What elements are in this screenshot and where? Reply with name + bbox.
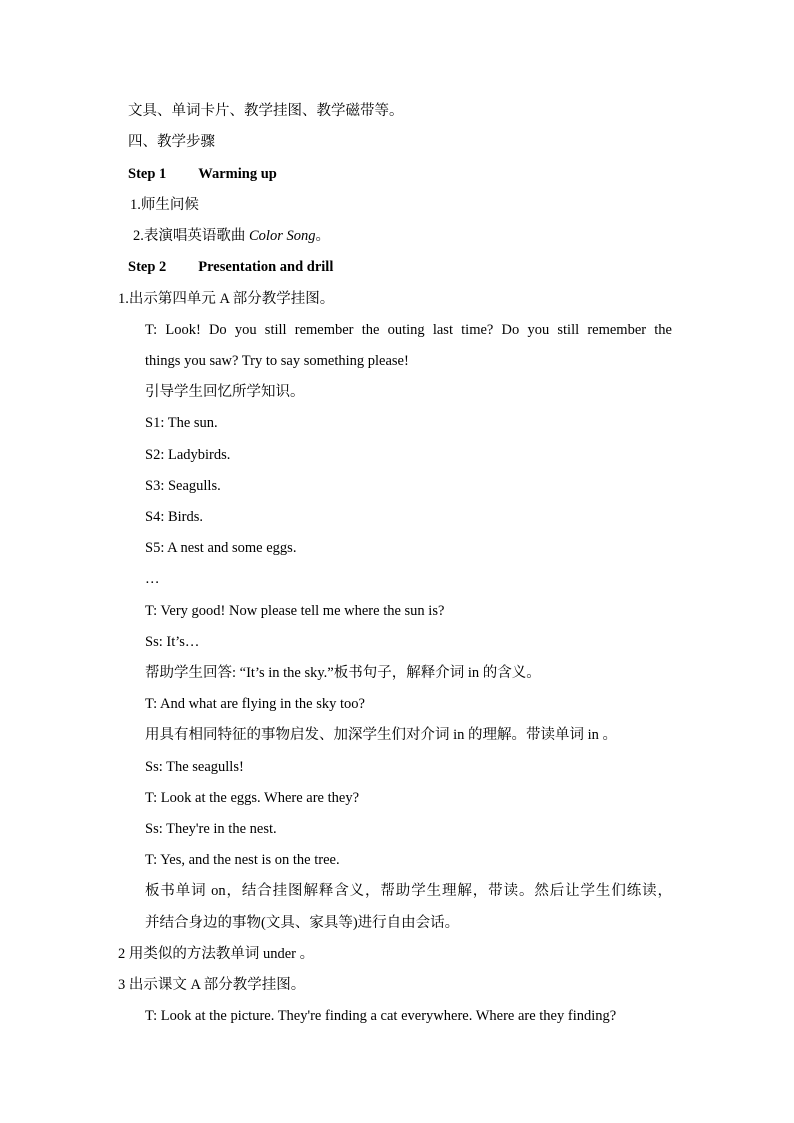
instruction-on-1: 板书单词 on，结合挂图解释含义，帮助学生理解，带读。然后让学生们练读， <box>145 883 672 899</box>
step2-label: Step 2 <box>128 259 167 275</box>
step1-item-2-end: 。 <box>315 228 330 244</box>
dialogue-ss-nest: Ss: They're in the nest. <box>145 821 277 837</box>
instruction-on-2: 并结合身边的事物(文具、家具等)进行自由会话。 <box>145 915 460 931</box>
dialogue-teacher-sun: T: Very good! Now please tell me where the sun is? <box>145 603 445 619</box>
dialogue-s2: S2: Ladybirds. <box>145 447 231 463</box>
dialogue-s4: S4: Birds. <box>145 509 204 525</box>
dialogue-line-2: things you saw? Try to say something please! <box>145 353 409 369</box>
step2-item-1: 1.出示第四单元 A 部分教学挂图。 <box>118 291 335 307</box>
song-title: Color Song <box>249 228 316 244</box>
dialogue-teacher-eggs: T: Look at the eggs. Where are they? <box>145 790 360 806</box>
dialogue-s1: S1: The sun. <box>145 415 218 431</box>
dialogue-ss-seagulls: Ss: The seagulls! <box>145 759 244 775</box>
dialogue-s3: S3: Seagulls. <box>145 478 221 494</box>
step2-item-3: 3 出示课文 A 部分教学挂图。 <box>118 977 306 993</box>
step1-item-2 <box>133 226 330 246</box>
step1-heading <box>128 164 277 184</box>
step2-title: Presentation and drill <box>198 259 334 275</box>
dialogue-s5: S5: A nest and some eggs. <box>145 540 297 556</box>
section-heading-teaching-steps: 四、教学步骤 <box>128 134 215 150</box>
step1-label: Step 1 <box>128 166 167 182</box>
step1-title: Warming up <box>198 166 277 182</box>
dialogue-ss-its: Ss: It’s… <box>145 634 200 650</box>
dialogue-teacher-picture: T: Look at the picture. They're finding a cat everywhere. Where are they finding? <box>145 1008 617 1024</box>
step2-item-2: 2 用类似的方法教单词 under 。 <box>118 946 315 962</box>
step1-item-2-text: 2.表演唱英语歌曲 <box>133 228 249 244</box>
step2-heading <box>128 257 333 277</box>
dialogue-teacher-tree: T: Yes, and the nest is on the tree. <box>145 852 340 868</box>
step1-item-1: 1.师生问候 <box>130 197 199 213</box>
dialogue-line-1: T: Look! Do you still remember the outing last time? Do you still remember the <box>145 322 672 338</box>
instruction-recall: 引导学生回忆所学知识。 <box>145 384 305 400</box>
instruction-preposition-in: 用具有相同特征的事物启发、加深学生们对介词 in 的理解。带读单词 in 。 <box>145 727 618 743</box>
instruction-in-sky: 帮助学生回答: “It’s in the sky.”板书句子，解释介词 in 的含义。 <box>145 665 541 681</box>
ellipsis-line: … <box>145 571 160 587</box>
materials-line: 文具、单词卡片、教学挂图、教学磁带等。 <box>128 103 404 119</box>
dialogue-teacher-flying: T: And what are flying in the sky too? <box>145 696 365 712</box>
